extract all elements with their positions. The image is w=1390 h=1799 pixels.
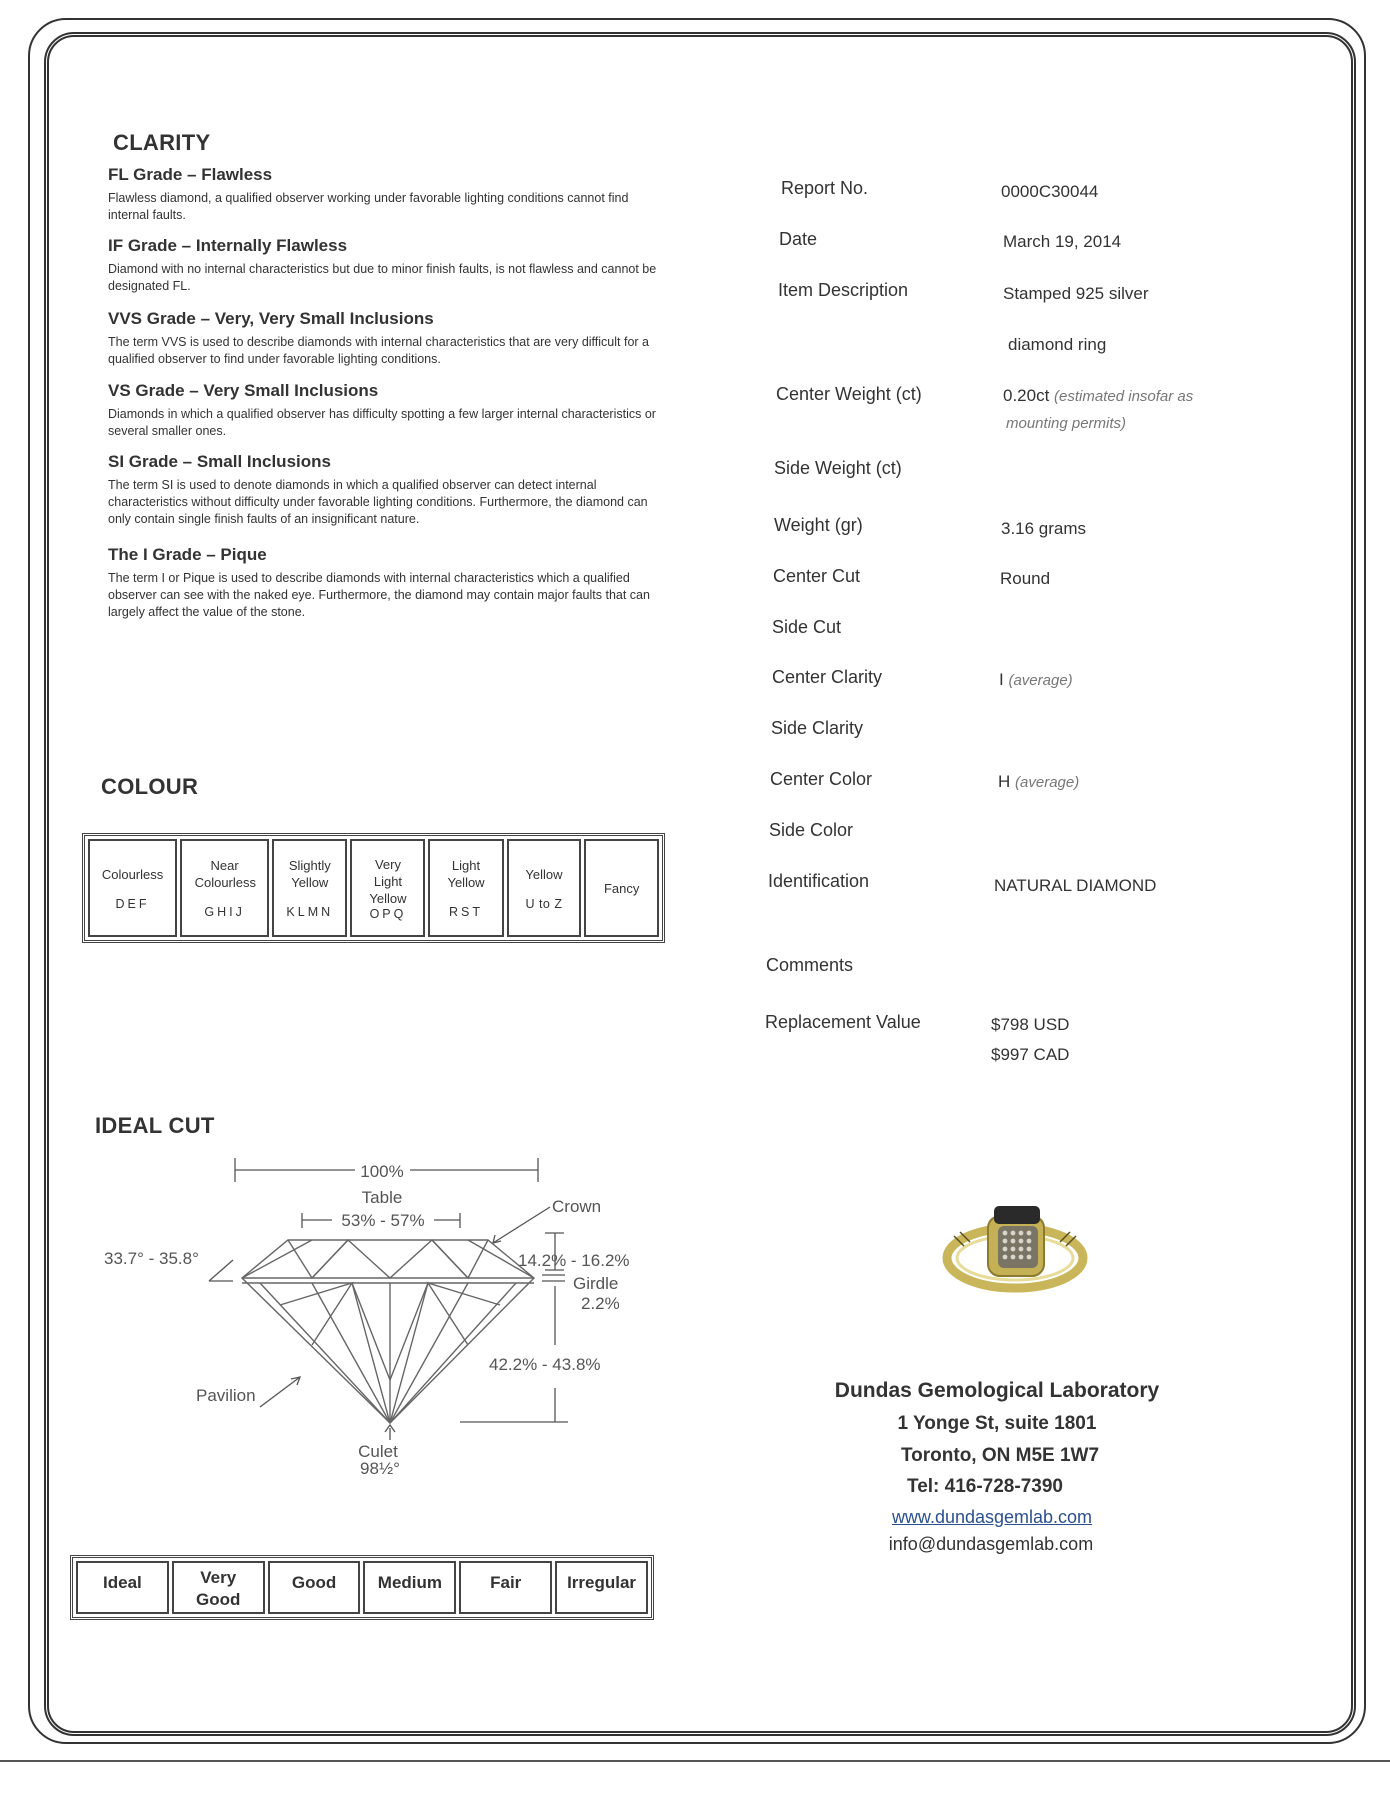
comments-label: Comments (766, 955, 854, 975)
ring-photo (940, 1198, 1090, 1303)
diagram-crown-height: 14.2% - 16.2% (518, 1251, 630, 1270)
item-description-value-line2: diamond ring (1008, 335, 1107, 354)
center-weight-value: 0.20ct (1003, 386, 1050, 405)
lab-phone: Tel: 416-728-7390 (907, 1476, 1063, 1497)
cut-grade-medium: Medium (363, 1561, 456, 1614)
colour-group-fancy (584, 839, 659, 937)
center-clarity-label: Center Clarity (772, 667, 883, 687)
diagram-pavilion-label: Pavilion (196, 1386, 256, 1405)
grade-title: SI Grade – Small Inclusions (108, 452, 331, 471)
center-weight-value-block (1003, 386, 1193, 406)
replacement-value-cad: $997 CAD (991, 1045, 1070, 1064)
clarity-grade-si (108, 452, 668, 545)
lab-name: Dundas Gemological Laboratory (834, 1379, 1160, 1402)
grade-title: VVS Grade – Very, Very Small Inclusions (108, 309, 434, 328)
colour-group-name: Fancy (603, 880, 640, 896)
colour-group-near-colourless (180, 839, 269, 937)
colour-group-name: Colourless (101, 866, 164, 882)
grade-title: IF Grade – Internally Flawless (108, 236, 348, 255)
weight-value: 3.16 grams (1001, 519, 1087, 538)
date-value: March 19, 2014 (1003, 232, 1122, 251)
diagram-crown-label: Crown (552, 1197, 602, 1216)
grade-title: VS Grade – Very Small Inclusions (108, 381, 379, 400)
item-description-value-line1: Stamped 925 silver (1003, 284, 1149, 303)
grade-title: FL Grade – Flawless (108, 165, 273, 184)
lab-email: info@dundasgemlab.com (888, 1534, 1094, 1554)
report-no-value: 0000C30044 (1001, 182, 1099, 201)
center-color-label: Center Color (770, 769, 873, 789)
clarity-grade-fl (108, 165, 668, 236)
center-cut-label: Center Cut (773, 566, 861, 586)
colour-group-yellow (507, 839, 582, 937)
diagram-culet-angle: 98½° (360, 1459, 400, 1478)
report-no-label: Report No. (781, 178, 869, 198)
lab-website-link[interactable]: www.dundasgemlab.com (891, 1507, 1093, 1527)
grade-description: Flawless diamond, a qualified observer working under favorable lighting conditions cannot find internal faults. (108, 191, 629, 222)
colour-group-letters: U to Z (525, 896, 563, 911)
scan-edge-line (0, 1760, 1390, 1762)
diagram-crown-angle: 33.7° - 35.8° (104, 1249, 199, 1268)
center-color-value-block (998, 772, 1079, 792)
center-clarity-value: I (999, 670, 1004, 689)
cut-grade-label: Very Good (196, 1568, 241, 1609)
identification-value: NATURAL DIAMOND (994, 876, 1157, 895)
date-label: Date (779, 229, 818, 249)
clarity-grade-if (108, 236, 668, 309)
ideal-cut-title: IDEAL CUT (95, 1113, 215, 1138)
colour-group-name: Yellow (525, 866, 563, 882)
side-weight-label: Side Weight (ct) (774, 458, 902, 478)
lab-address-line2: Toronto, ON M5E 1W7 (900, 1445, 1100, 1466)
clarity-grade-vvs (108, 309, 668, 381)
clarity-grade-list (108, 165, 668, 621)
colour-group-colourless (88, 839, 177, 937)
item-description-label: Item Description (778, 280, 909, 300)
center-clarity-note: (average) (1008, 672, 1073, 689)
colour-title: COLOUR (101, 774, 199, 799)
colour-group-very-light-yellow (350, 839, 425, 937)
center-weight-note-line2: mounting permits) (1006, 415, 1127, 432)
diagram-table-label: Table (361, 1188, 403, 1207)
colour-group-name: Light Yellow (447, 858, 485, 890)
cut-grade-good: Good (268, 1561, 361, 1614)
diagram-girdle-value: 2.2% (581, 1294, 620, 1313)
colour-group-letters: RST (449, 905, 484, 919)
diagram-culet-label: Culet (358, 1442, 398, 1461)
colour-group-name: Slightly Yellow (288, 858, 331, 890)
diagram-girdle-label: Girdle (573, 1274, 619, 1293)
side-color-label: Side Color (769, 820, 854, 840)
grade-description: The term I or Pique is used to describe diamonds with internal characteristics which a qualified observer can see with the naked eye. Furthermore, the diamond may contain major faults that can largely affect the value of the stone. (108, 571, 650, 619)
weight-label: Weight (gr) (774, 515, 863, 535)
colour-group-name: Very Light Yellow (369, 856, 407, 906)
replacement-value-usd: $798 USD (991, 1015, 1070, 1034)
clarity-title: CLARITY (113, 130, 211, 155)
diagram-width-label: 100% (360, 1162, 404, 1181)
cut-grade-irregular: Irregular (555, 1561, 648, 1614)
identification-label: Identification (768, 871, 870, 891)
colour-group-letters: KLMN (286, 905, 334, 919)
lab-address-line1: 1 Yonge St, suite 1801 (897, 1413, 1097, 1434)
center-color-value: H (998, 772, 1011, 791)
diagram-pavilion-depth: 42.2% - 43.8% (489, 1355, 601, 1374)
colour-group-light-yellow (428, 839, 503, 937)
center-weight-note-line1: (estimated insofar as (1054, 388, 1194, 405)
diagram-table-range: 53% - 57% (341, 1211, 425, 1230)
center-weight-label: Center Weight (ct) (776, 384, 922, 404)
colour-group-name: Near Colourless (194, 858, 257, 890)
diamond-proportions-diagram (90, 1140, 670, 1480)
clarity-grade-i (108, 545, 668, 621)
side-cut-label: Side Cut (772, 617, 842, 637)
cut-grade-table (70, 1555, 654, 1620)
center-clarity-value-block (999, 670, 1073, 690)
colour-group-letters: OPQ (369, 906, 407, 921)
clarity-grade-vs (108, 381, 668, 452)
colour-group-slightly-yellow (272, 839, 347, 937)
colour-group-letters: GHIJ (204, 905, 245, 919)
grade-description: The term VVS is used to describe diamonds with internal characteristics that are very difficult for a qualified observer to find under favorable lighting conditions. (108, 335, 649, 366)
replacement-value-label: Replacement Value (765, 1012, 921, 1032)
side-clarity-label: Side Clarity (771, 718, 864, 738)
center-cut-value: Round (1000, 569, 1051, 588)
grade-title: The I Grade – Pique (108, 545, 267, 564)
colour-scale-table (82, 833, 665, 943)
grade-description: Diamonds in which a qualified observer has difficulty spotting a few larger internal characteristics or several smaller ones. (108, 407, 656, 438)
grade-description: Diamond with no internal characteristics but due to minor finish faults, is not flawless and cannot be designated FL. (108, 262, 657, 293)
cut-grade-very-good (172, 1561, 265, 1614)
center-weight-note-line2-block (1006, 413, 1126, 433)
cut-grade-fair: Fair (459, 1561, 552, 1614)
colour-group-letters: DEF (115, 896, 150, 911)
cut-grade-ideal: Ideal (76, 1561, 169, 1614)
center-color-note: (average) (1015, 774, 1080, 791)
grade-description: The term SI is used to denote diamonds in which a qualified observer can detect internal characteristics without difficulty under favorable lighting conditions. Furthermore, the diamond can only contain single finish faults of an insignificant nature. (108, 478, 648, 526)
